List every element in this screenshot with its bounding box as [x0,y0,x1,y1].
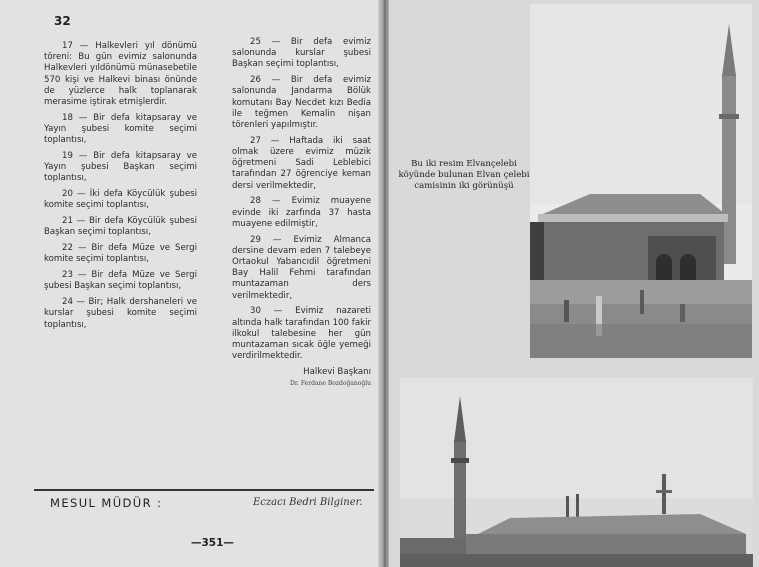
footer-name: Eczacı Bedri Bilginer. [253,497,363,508]
paragraph: 22 — Bir defa Müze ve Sergi komite seçimi toplantısı, [44,243,197,265]
folio-number: —351— [191,537,234,549]
signature-name: Dr. Ferdane Bozdoğanoğlu [290,380,371,388]
paragraph: 26 — Bir defa evimiz salonunda Jandarma Bölük komutanı Bay Necdet kızı Bedia ile teğmen Kemalin nişan törenleri yapılmıştır. [232,75,371,131]
footer-rule [34,489,374,491]
footer-label: MESUL MÜDÜR : [50,496,163,510]
paragraph: 29 — Evimiz Almanca dersine devam eden 7 talebeye Ortaokul Yabancıdil öğretmeni Bay Halil Fehmi tarafından muntazaman ders verilmektedir, [232,234,371,301]
mosque-photo-distant [400,378,753,567]
paragraph: 27 — Haftada iki saat olmak üzere evimiz müzik öğretmeni Sadi Leblebici tarafından 27 öğrenciye keman dersi verilmektedir, [232,135,371,191]
paragraph: 28 — Evimiz muayene evinde iki zarfında 37 hasta muayene edilmiştir, [232,196,371,229]
paragraph: 21 — Bir defa Köycülük şubesi Başkan seçimi toplantısı, [44,216,197,238]
paragraph: 24 — Bir; Halk dershaneleri ve kurslar şubesi komite seçimi toplantısı, [44,297,197,330]
paragraph: 30 — Evimiz nazareti altında halk tarafından 100 fakir ilkokul talebesine her gün muntazaman sıcak öğle yemeği verdirilmektedir. [232,306,371,362]
signature-title: Halkevi Başkanı [303,367,371,378]
paragraph: 20 — İki defa Köycülük şubesi komite seçimi toplantısı, [44,189,197,211]
mosque-photo-front-image [530,4,752,358]
page-number: 32 [54,14,71,28]
paragraph: 19 — Bir defa kitapsaray ve Yayın şubesi Başkan seçimi toplantısı, [44,151,197,184]
paragraph: 17 — Halkevleri yıl dönümü töreni: Bu gün evimiz salonunda Halkevleri yıldönümü münasebetile 570 kişi ve Halkevi binası önünde de yüzlerce halk toplanarak merasime iştirak etmişlerdir. [44,41,197,108]
mosque-photo-front [530,4,752,358]
text-column-left [44,41,197,335]
paragraph: 18 — Bir defa kitapsaray ve Yayın şubesi komite seçimi toplantısı, [44,112,197,146]
paragraph: 23 — Bir defa Müze ve Sergi şubesi Başkan seçimi toplantısı, [44,270,197,292]
text-column-right [232,37,371,389]
paragraph: 25 — Bir defa evimiz salonunda kurslar şubesi Başkan seçimi toplantısı, [232,37,371,70]
photo-caption: Bu iki resim Elvançelebi köyünde bulunan Elvan çelebi camisinin iki görünüşü [398,159,530,191]
mosque-photo-distant-image [400,378,753,567]
